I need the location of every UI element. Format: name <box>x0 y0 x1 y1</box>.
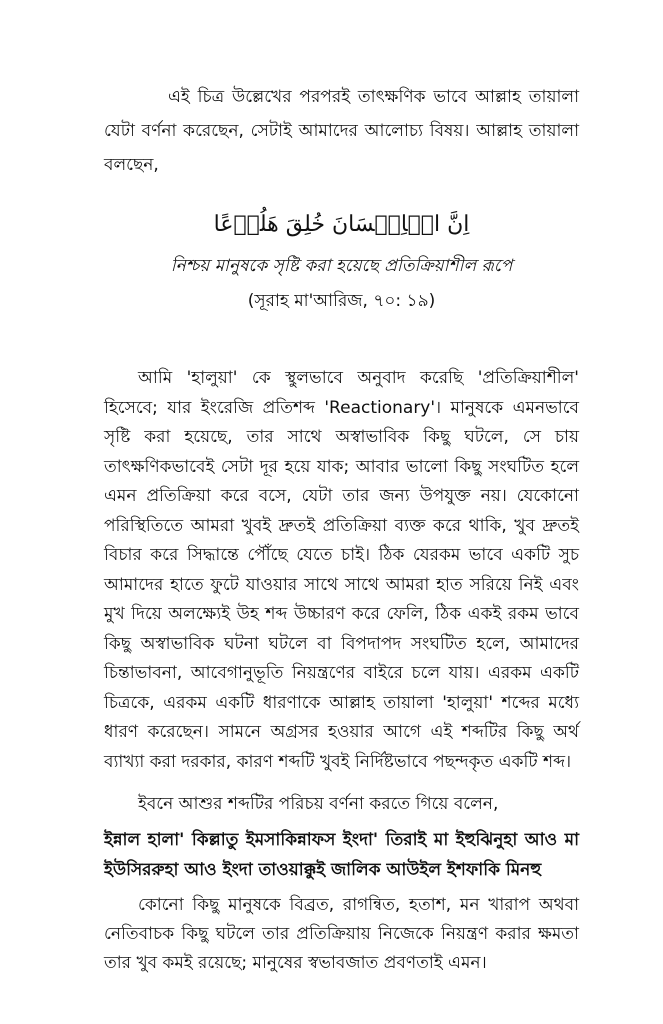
arabic-verse: اِنَّ الۡاِنۡسَانَ خُلِقَ هَلُوۡعًا <box>213 212 470 237</box>
intro-paragraph: এই চিত্র উল্লেখের পরপরই তাৎক্ষণিক ভাবে আল্লাহ তায়ালা যেটা বর্ণনা করেছেন, সেটাই আমাদের আলোচ্য বিষয়। আল্লাহ তায়ালা বলছেন, <box>104 87 579 175</box>
verse-block <box>104 206 579 318</box>
final-paragraph: কোনো কিছু মানুষকে বিব্রত, রাগন্বিত, হতাশ, মন খারাপ অথবা নেতিবাচক কিছু ঘটলে তার প্রতিক্রিয়ায় নিজেকে নিয়ন্ত্রণ করার ক্ষমতা তার খুব কমই রয়েছে; মানুষের স্বভাবজাত প্রবণতাই এমন। <box>104 895 579 973</box>
transliteration-quote: ইন্নাল হালা' কিল্লাতু ইমসাকিন্নাফস ইংদা' তিরাই মা ইহুঝিনুহা আও মা ইউসিররুহা আও ইংদা তাওয়াক্কুই জালিক আউইল ইশফাকি মিনহু <box>104 830 579 880</box>
verse-translation: নিশ্চয় মানুষকে সৃষ্টি করা হয়েছে প্রতিক্রিয়াশীল রূপে <box>170 256 513 276</box>
ibn-ashur-intro: ইবনে আশুর শব্দটির পরিচয় বর্ণনা করতে গিয়ে বলেন, <box>138 794 499 814</box>
body-paragraph: আমি 'হালুয়া' কে স্থুলভাবে অনুবাদ করেছি 'প্রতিক্রিয়াশীল' হিসেবে; যার ইংরেজি প্রতিশব্দ 'Reactionary'। মানুষকে এমনভাবে সৃষ্টি করা হয়েছে, তার সাথে অস্বাভাবিক কিছু ঘটলে, সে চায় তাৎক্ষণিকভাবেই সেটা দূর হয়ে যাক; আবার ভালো কিছু সংঘটিত হলে এমন প্রতিক্রিয়া করে বসে, যেটা তার জন্য উপযুক্ত নয়। যেকোনো পরিস্থিতিতে আমরা খুবই দ্রুতই প্রতিক্রিয়া ব্যক্ত করে থাকি, খুব দ্রুতই বিচার করে সিদ্ধান্তে পৌঁছে যেতে চাই। ঠিক যেরকম ভাবে একটি সুচ আমাদের হাতে ফুটে যাওয়ার সাথে সাথে আমরা হাত সরিয়ে নিই এবং মুখ দিয়ে অলক্ষ্যেই উহ শব্দ উচ্চারণ করে ফেলি, ঠিক একই রকম ভাবে কিছু অস্বাভাবিক ঘটনা ঘটলে বা বিপদাপদ সংঘটিত হলে, আমাদের চিন্তাভাবনা, আবেগানুভূতি নিয়ন্ত্রণের বাইরে চলে যায়। এরকম একটি চিত্রকে, এরকম একটি ধারণাকে আল্লাহ তায়ালা 'হালুয়া' শব্দের মধ্যে ধারণ করেছেন। সামনে অগ্রসর হওয়ার আগে এই শব্দটির কিছু অর্থ ব্যাখ্যা করা দরকার, কারণ শব্দটি খুবই নির্দিষ্টভাবে পছন্দকৃত একটি শব্দ। <box>104 368 579 772</box>
verse-citation: (সূরাহ মা'আরিজ, ৭০: ১৯) <box>247 291 436 311</box>
